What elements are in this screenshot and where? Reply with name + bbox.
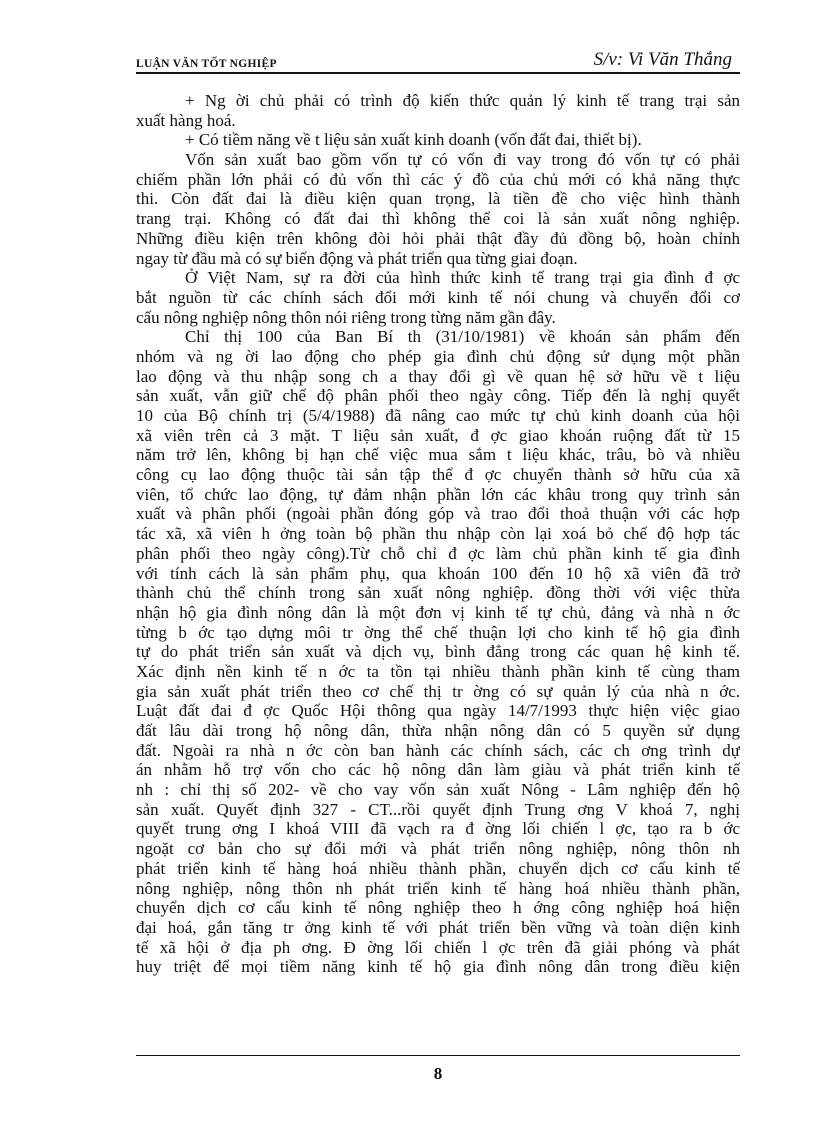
body-text — [136, 91, 740, 977]
text-line: nhóm và ng ời lao động cho phép gia đình chủ động sử dụng một phần — [136, 346, 740, 366]
text-line: với tính cách là sản phẩm phụ, qua khoán 100 đến 10 hộ xã viên đã trở — [136, 563, 740, 583]
text-line: xã viên trên cả 3 mặt. T liệu sản xuất, đ ợc giao khoán ruộng đất từ 15 — [136, 425, 740, 445]
text-line: Xác định nền kinh tế n ớc ta tồn tại nhiều thành phần kinh tế cùng tham — [136, 661, 740, 681]
header-author: S/v: Vi Văn Thắng — [593, 49, 732, 70]
text-line: Chỉ thị 100 của Ban Bí th (31/10/1981) về khoán sản phẩm đến — [185, 327, 740, 347]
text-line: tự do phát triển sản xuất và dịch vụ, bình đẳng trong các quan hệ kinh tế. — [136, 642, 740, 662]
text-line: huy triệt để mọi tiềm năng kinh tế hộ gia đình nông dân trong điều kiện — [136, 957, 740, 977]
text-line: chiếm phần lớn phải có đủ vốn thì các ý đồ của chủ mới có khả năng thực — [136, 169, 740, 189]
text-line: Ở Việt Nam, sự ra đời của hình thức kinh tế trang trại gia đình đ ợc — [185, 268, 740, 288]
text-line: Vốn sản xuất bao gồm vốn tự có vốn đi vay trong đó vốn tự có phải — [185, 150, 740, 170]
text-line: xuất hàng hoá. — [136, 110, 236, 130]
text-line: viên, tổ chức lao động, tự đảm nhận phần lớn các khâu trong quy trình sản — [136, 484, 740, 504]
text-line: gia sản xuất phát triển theo cơ chế thị tr ờng có sự quản lý của nhà n ớc. — [136, 681, 740, 701]
text-line: lao động và thu nhập song ch a thay đổi gì về quan hệ sở hữu về t liệu — [136, 366, 740, 386]
page-number: 8 — [433, 1064, 443, 1083]
text-line: nông nghiệp, nông thôn nh phát triển kinh tế hàng hoá nhiều thành phần, — [136, 878, 740, 898]
page-header — [136, 48, 740, 74]
text-line: cấu nông nghiệp nông thôn nói riêng trong từng năm gần đây. — [136, 307, 556, 327]
text-line: ngay từ đầu mà có sự biến động và phát triển qua từng giai đoạn. — [136, 248, 578, 268]
text-line: thi. Còn đất đai là điều kiện quan trọng, là tiền đề cho việc hình thành — [136, 189, 740, 209]
text-line: 10 của Bộ chính trị (5/4/1988) đã nâng cao mức tự chủ kinh doanh của hội — [136, 406, 740, 425]
text-line: + Có tiềm năng về t liệu sản xuất kinh doanh (vốn đất đai, thiết bị). — [185, 130, 642, 150]
footer-divider — [136, 1055, 740, 1056]
text-line: đất. Ngoài ra nhà n ớc còn ban hành các chính sách, các ch ơng trình dự — [136, 740, 740, 760]
text-line: trang trại. Không có đất đai thì không thể coi là sản xuất nông nghiệp. — [136, 209, 740, 229]
text-line: nh : chỉ thị số 202- về cho vay vốn sản xuất Nông - Lâm nghiệp đến hộ — [136, 780, 740, 800]
text-line: tác xã, xã viên h ởng toàn bộ phần thu nhập còn lại xoá bỏ chế độ hợp tác — [136, 524, 740, 544]
text-line: xuất và phân phối (ngoài phần đóng góp và trao đổi thoả thuận với các hợp — [136, 504, 740, 524]
text-line: + Ng ời chủ phải có trình độ kiến thức quản lý kinh tế trang trại sản — [185, 91, 740, 110]
text-line: đất lâu dài trong hộ nông dân, thừa nhận nông dân có 5 quyền sử dụng — [136, 721, 740, 740]
header-title: LUẬN VĂN TỐT NGHIỆP — [136, 58, 277, 70]
text-line: phát triển kinh tế hàng hoá nhiều thành phần, chuyển dịch cơ cấu kinh tế — [136, 858, 740, 878]
text-line: tế xã hội ở địa ph ơng. Đ ờng lối chiến l ợc trên đã giải phóng và phát — [136, 937, 740, 957]
text-line: sản xuất, vẫn giữ chế độ phân phối theo ngày công. Tiếp đến là nghị quyết — [136, 386, 740, 406]
text-line: thành chủ thể chính trong sản xuất nông nghiệp. đồng thời với việc thừa — [136, 583, 740, 603]
text-line: phân phối theo ngày công).Từ chỗ chỉ đ ợc làm chủ phần kinh tế gia đình — [136, 543, 740, 563]
text-line: bắt nguồn từ các chính sách đổi mới kinh tế nói chung và chuyển đổi cơ — [136, 287, 740, 307]
text-line: ngoặt cơ bản cho sự đổi mới và phát triển nông nghiệp, nông thôn nh — [136, 839, 740, 859]
text-line: quyết trung ơng I khoá VIII đã vạch ra đ ờng lối chiến l ợc, tạo ra b ớc — [136, 819, 740, 839]
text-line: nhận hộ gia đình nông dân là một đơn vị kinh tế tự chủ, đảng và nhà n ớc — [136, 602, 740, 622]
text-line: Những điều kiện trên không đòi hỏi phải thật đầy đủ đồng bộ, hoàn chỉnh — [136, 228, 740, 248]
text-line: chuyển dịch cơ cấu kinh tế nông nghiệp theo h ớng công nghiệp hoá hiện — [136, 898, 740, 918]
text-line: đại hoá, gắn tăng tr ởng kinh tế với phát triển bền vững và toàn diện kinh — [136, 917, 740, 937]
text-line: từng b ớc tạo dựng môi tr ờng thể chế thuận lợi cho kinh tế hộ gia đình — [136, 622, 740, 642]
text-line: năm trở lên, không bị hạn chế việc mua sắm t liệu khác, trâu, bò và nhiều — [136, 445, 740, 465]
text-line: sản xuất. Quyết định 327 - CT...rồi quyết định Trung ơng V khoá 7, nghị — [136, 799, 740, 819]
text-line: công cụ lao động thuộc tài sản tập thể đ ợc chuyển thành sở hữu của xã — [136, 465, 740, 485]
text-line: án nhằm hỗ trợ vốn cho các hộ nông dân làm giàu và phát triển kinh tế — [136, 760, 740, 780]
text-line: Luật đất đai đ ợc Quốc Hội thông qua ngày 14/7/1993 thực hiện việc giao — [136, 701, 740, 721]
